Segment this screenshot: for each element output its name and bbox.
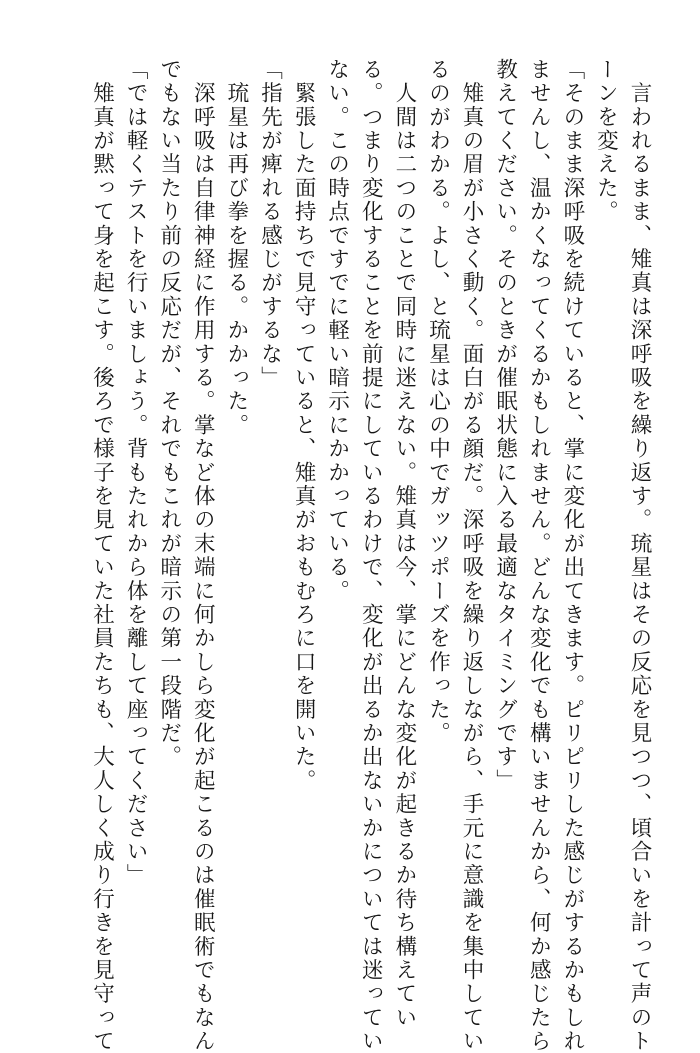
text-line: 緊張した面持ちで見守っていると、雉真がおもむろに口を開いた。 [291,58,317,793]
text-line: るのがわかる。よし、と琉星は心の中でガッツポーズを作った。 [425,58,451,746]
text-line: 琉星は再び拳を握る。かかった。 [223,58,249,438]
text-line: 雉真の眉が小さく動く。面白がる顔だ。深呼吸を繰り返しながら、手元に意識を集中してい [459,58,485,1053]
text-line: 人間は二つのことで同時に迷えない。雉真は今、掌にどんな変化が起きるか待ち構えてい [391,58,417,1030]
vertical-text-body [85,58,656,1053]
text-line: でもない当たり前の反応だが、それでもこれが暗示の第一段階だ。 [156,58,182,769]
text-line: る。つまり変化することを前提にしているわけで、変化が出るか出ないかについては迷ってい [358,58,384,1053]
text-line: ませんし、温かくなってくるかもしれません。どんな変化でも構いませんから、何か感じたら [526,58,552,1053]
text-line: 「指先が痺れる感じがするな」 [257,58,283,390]
text-line: 深呼吸は自律神経に作用する。掌など体の末端に何かしら変化が起こるのは催眠術でもなん [190,58,216,1053]
text-line: 「では軽くテストを行いましょう。背もたれから体を離して座ってください」 [123,58,149,888]
text-line: ーンを変えた。 [593,58,619,224]
text-line: ない。この時点ですでに軽い暗示にかかっている。 [324,58,350,604]
text-line: 教えてください。そのときが催眠状態に入る最適なタイミングです」 [492,58,518,793]
text-line: 「そのまま深呼吸を続けていると、掌に変化が出てきます。ピリピリした感じがするかもしれ [559,58,585,1053]
text-line: 雉真が黙って身を起こす。後ろで様子を見ていた社員たちも、大人しく成り行きを見守って [89,58,115,1053]
text-line: 言われるまま、雉真は深呼吸を繰り返す。琉星はその反応を見つつ、頃合いを計って声のト [627,58,652,1053]
